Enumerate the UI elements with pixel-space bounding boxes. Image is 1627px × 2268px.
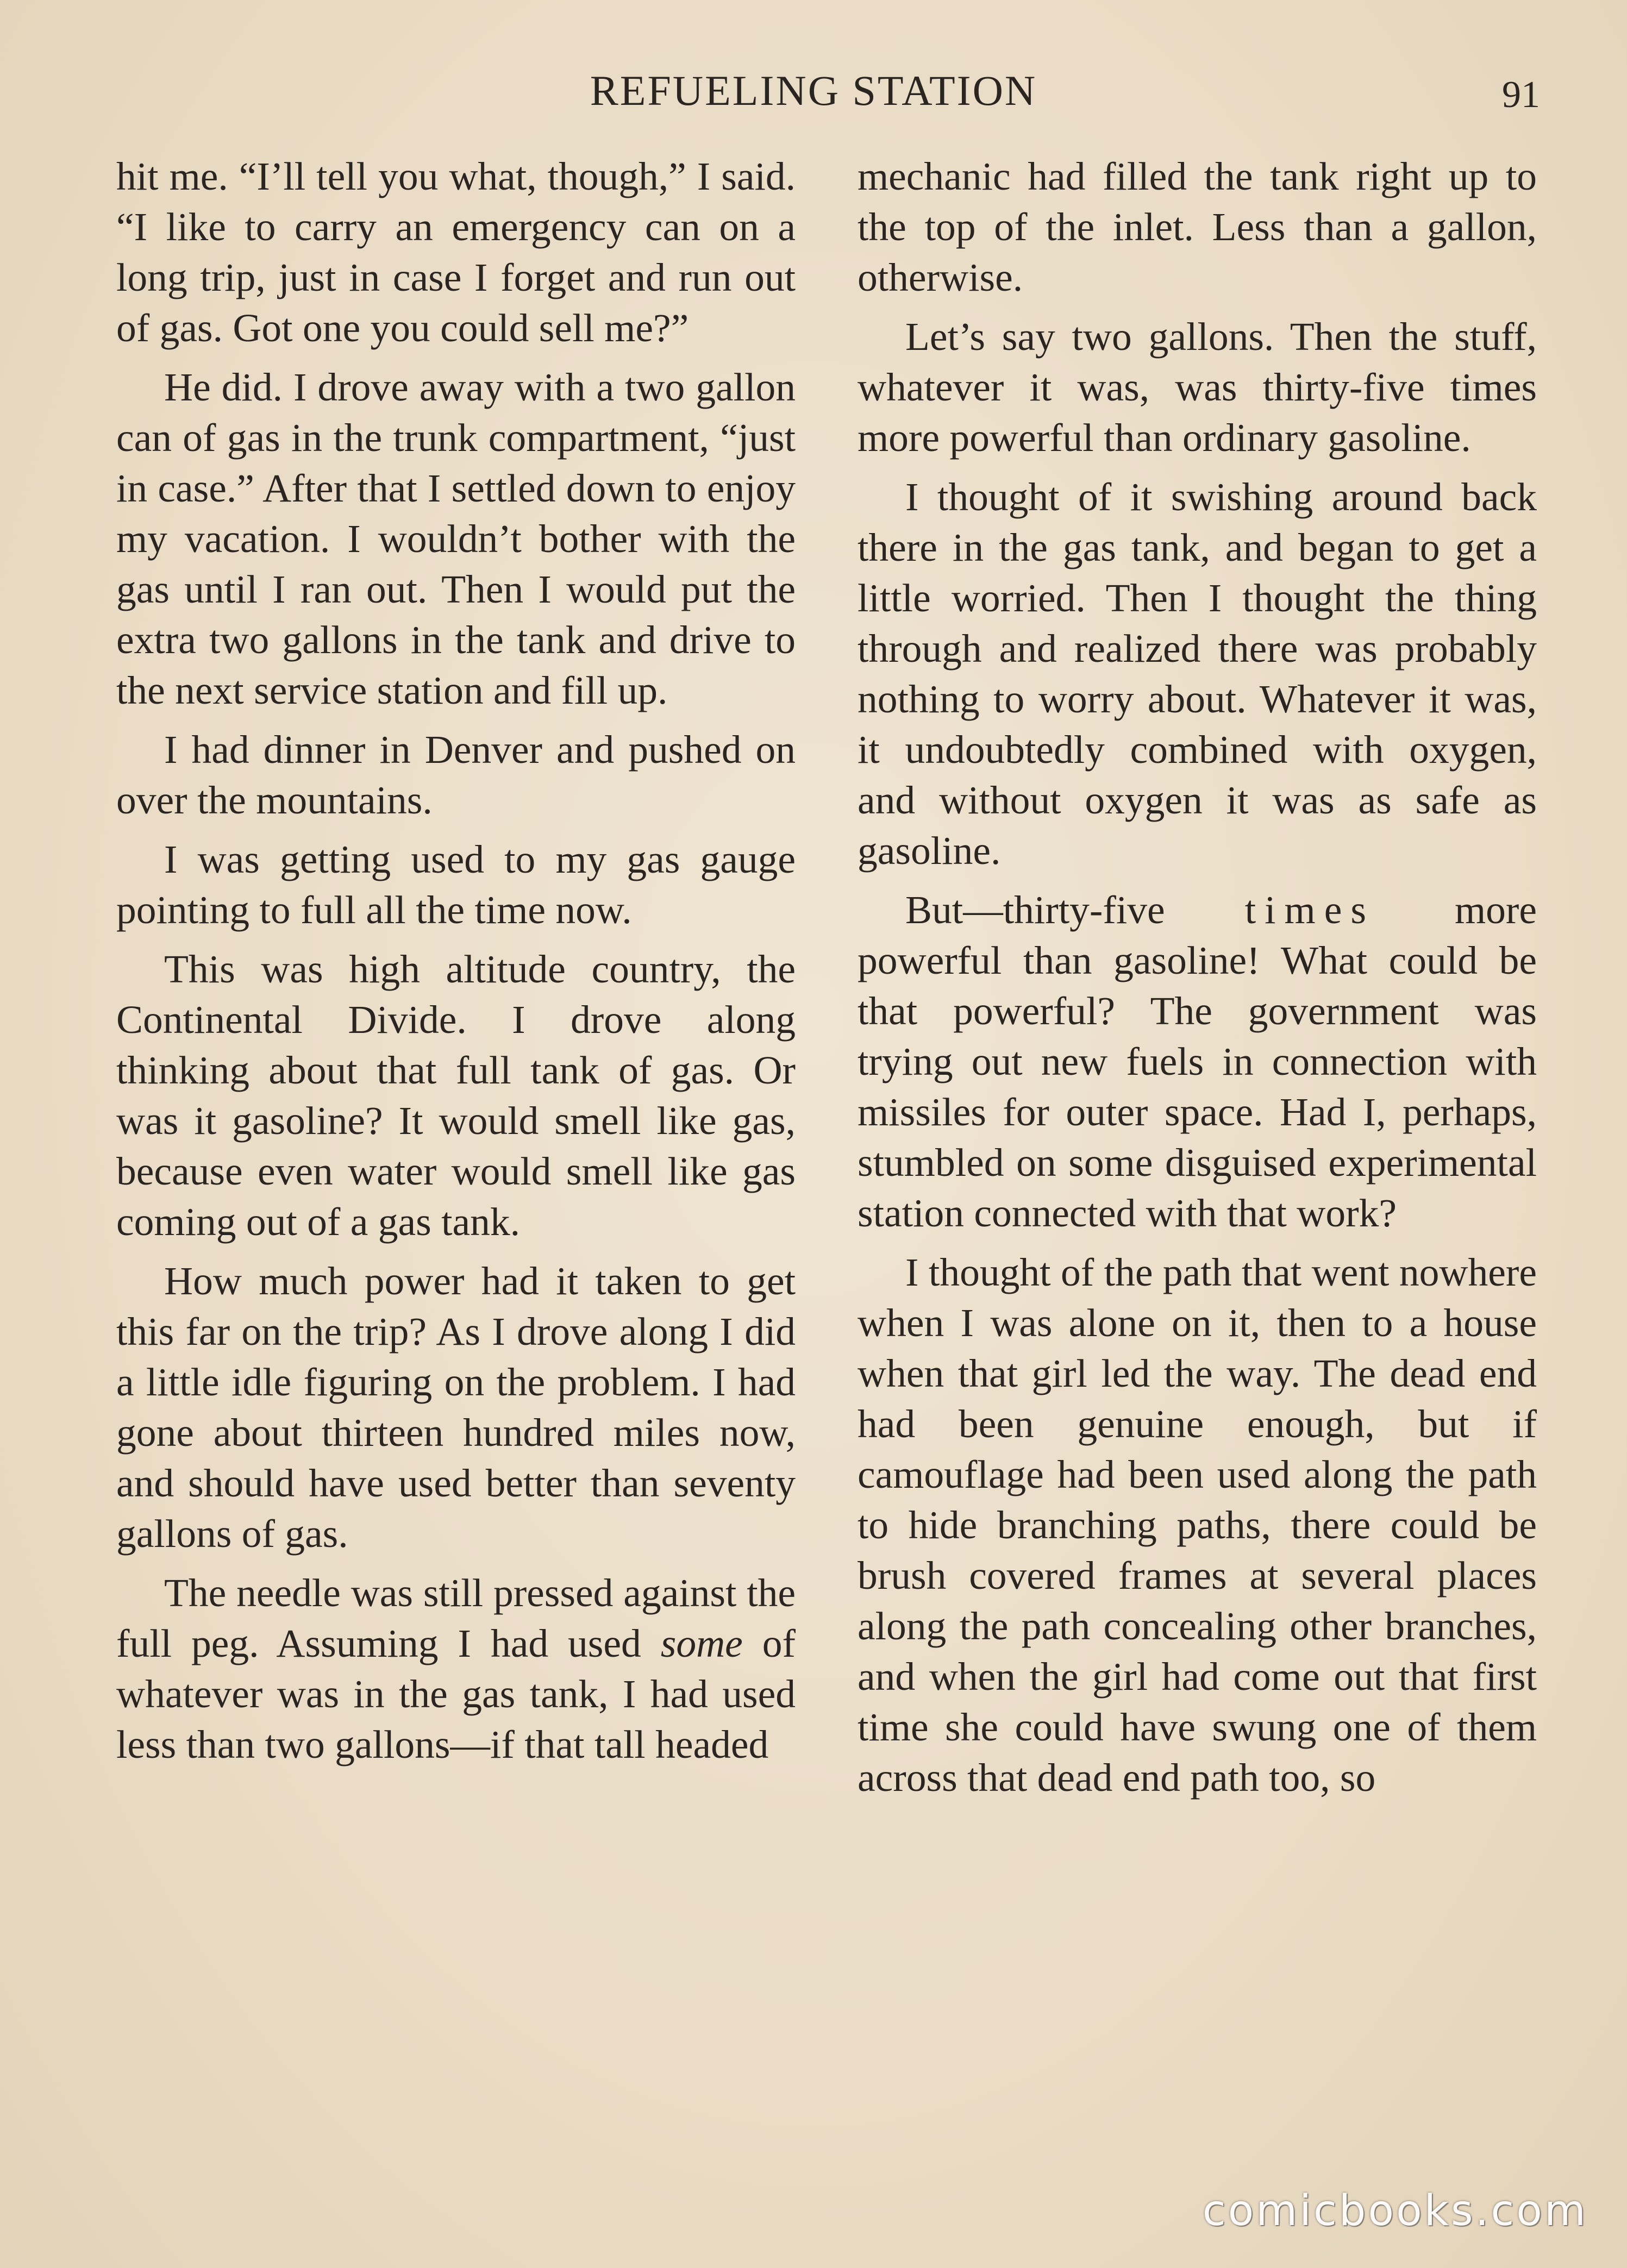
paragraph: I thought of it swishing around back there in the gas tank, and began to get a little worried. Then I thought the thing through and realized there was probably nothing to worry about. Whatever it was, it undoubtedly combined with oxygen, and without oxygen it was as safe as gasoline. xyxy=(858,475,1537,873)
paragraph-text: But—thirty-five xyxy=(905,888,1245,932)
running-title: REFUELING STATION xyxy=(590,67,1037,114)
paragraph: He did. I drove away with a two gallon can of gas in the trunk compartment, “just in case.” After that I settled down to enjoy my vacation. I wouldn’t bother with the gas until I ran out. Then I would put the extra two gallons in the tank and drive to the next service station and fill up. xyxy=(116,365,796,712)
emphasized-word: some xyxy=(660,1621,743,1665)
site-watermark: comicbooks.com xyxy=(1202,2186,1588,2235)
paragraph-text: The needle was still pressed against the full peg. Assuming I had used xyxy=(116,1571,796,1665)
right-column xyxy=(858,151,1537,1812)
paragraph: Let’s say two gallons. Then the stuff, whatever it was, was thirty-five times more powerful than ordinary gasoline. xyxy=(858,315,1537,460)
left-column xyxy=(116,151,796,1778)
paragraph: I had dinner in Denver and pushed on over the mountains. xyxy=(116,728,796,822)
paragraph: mechanic had filled the tank right up to the top of the inlet. Less than a gallon, otherwise. xyxy=(858,154,1537,299)
page-number: 91 xyxy=(1502,74,1540,116)
paragraph: I was getting used to my gas gauge pointing to full all the time now. xyxy=(116,837,796,932)
paragraph-with-emphasis xyxy=(116,1568,796,1770)
paragraph-text: of whatever was in the gas tank, I had used less than two gallons—if that tall headed xyxy=(116,1621,796,1766)
paragraph-text: more powerful than gasoline! What could be that powerful? The government was trying out new fuels in connection with missiles for outer space. Had I, perhaps, stumbled on some disguised experimental station connected with that work? xyxy=(858,888,1537,1235)
paragraph: I thought of the path that went nowhere when I was alone on it, then to a house when that girl led the way. The dead end had been genuine enough, but if camouflage had been used along the path to hide branching paths, there could be brush covered frames at several places along the path concealing other branches, and when the girl had come out that first time she could have swung one of them across that dead end path too, so xyxy=(858,1250,1537,1800)
paragraph-with-spaced-word xyxy=(858,885,1537,1238)
letterspaced-word: times xyxy=(1244,888,1375,932)
paragraph: hit me. “I’ll tell you what, though,” I said. “I like to carry an emergency can on a long trip, just in case I forget and run out of gas. Got one you could sell me?” xyxy=(116,154,796,350)
paragraph: How much power had it taken to get this far on the trip? As I drove along I did a little idle figuring on the problem. I had gone about thirteen hundred miles now, and should have used better than seventy gallons of gas. xyxy=(116,1259,796,1556)
paragraph: This was high altitude country, the Continental Divide. I drove along thinking about that full tank of gas. Or was it gasoline? It would smell like gas, because even water would smell like gas coming out of a gas tank. xyxy=(116,947,796,1244)
